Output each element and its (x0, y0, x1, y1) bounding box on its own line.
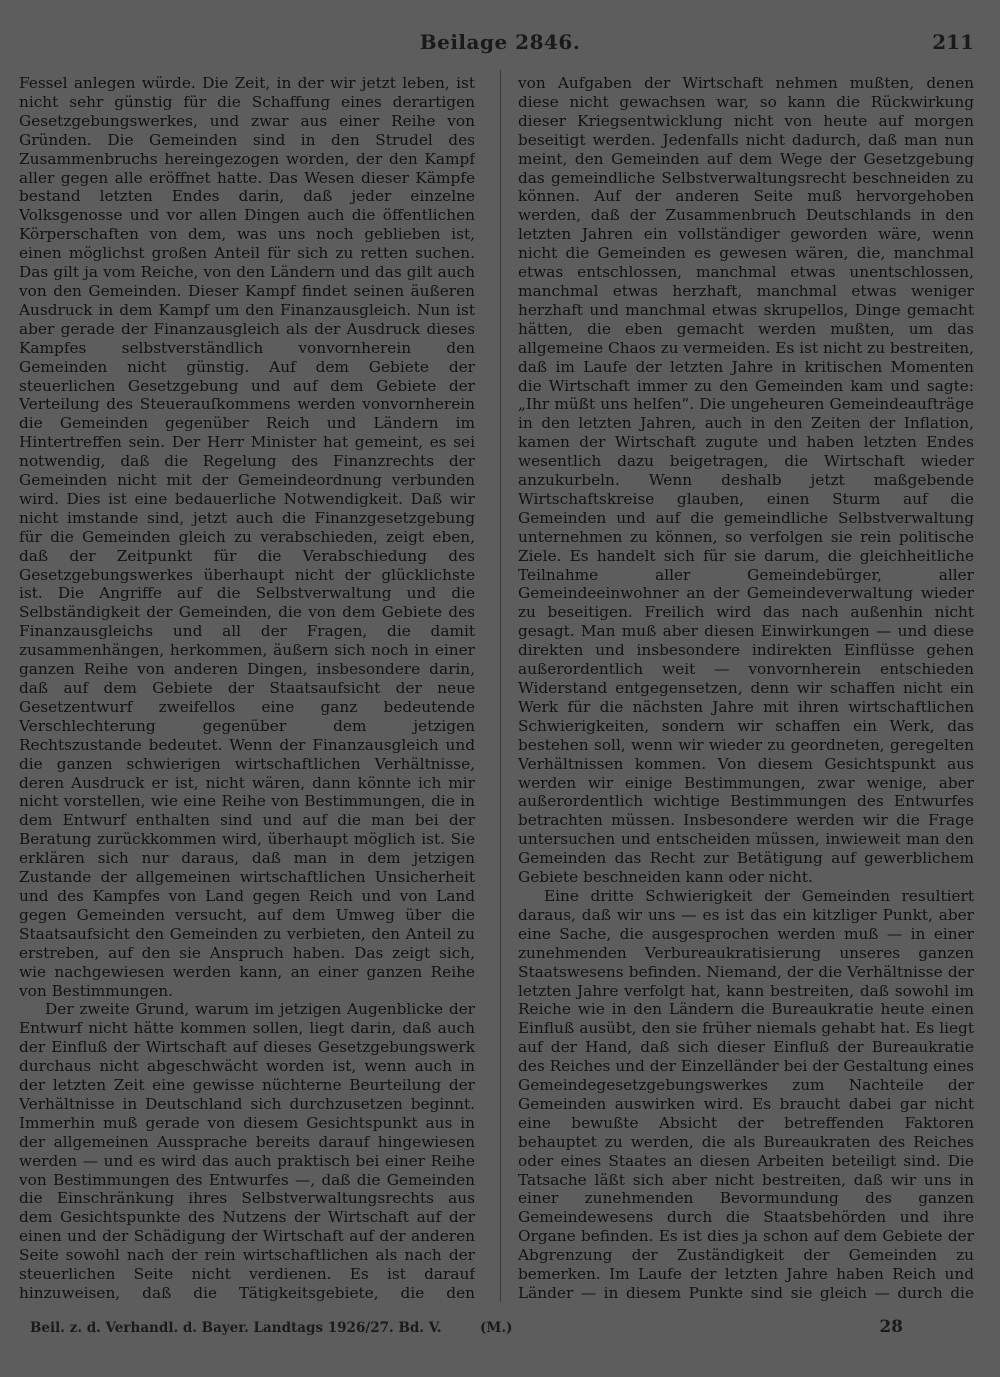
footer-mark: (M.) (480, 1320, 513, 1336)
right-paragraph-2: Eine dritte Schwierigkeit der Gemeinden resultiert daraus, daß wir uns — es ist das ein kitzliger Punkt, aber eine Sache, die ausgesprochen werden muß — in einer zunehmenden Verbureaukratisierung unseres ganzen Staatswesens befinden. Niemand, der die Verhältnisse der letzten Jahre verfolgt hat, kann bestreiten, daß sowohl im Reiche wie in den Ländern die Bureaukratie heute einen Einfluß ausübt, den sie früher niemals gehabt hat. Es liegt auf der Hand, daß sich dieser Einfluß der Bureaukratie des Reiches und der Einzelländer bei der Gestaltung eines Gemeindegesetzgebungswerkes zum Nachteile der Gemeinden auswirken wird. Es braucht dabei gar nicht eine bewußte Absicht der betreffenden Faktoren behauptet zu werden, die als Bureaukraten des Reiches oder eines Staates an diesen Arbeiten beteiligt sind. Die Tatsache läßt sich aber nicht bestreiten, daß wir uns in einer zunehmenden Bevormundung des ganzen Gemeindewesens durch die Staatsbehörden und ihre Organe befinden. Es ist dies ja schon auf dem Gebiete der Abgrenzung der Zuständigkeit der Gemeinden zu bemerken. Im Laufe der letzten Jahre haben Reich und Länder — in diesem Punkte sind sie gleich — durch die (518, 886, 974, 1302)
left-paragraph-1: Fessel anlegen würde. Die Zeit, in der wir jetzt leben, ist nicht sehr günstig für die Schaffung eines derartigen Gesetzgebungswerkes, und zwar aus einer Reihe von Gründen. Die Gemeinden sind in den Strudel des Zusammenbruchs hereingezogen worden, der den Kampf aller gegen alle eröffnet hatte. Das Wesen dieser Kämpfe bestand letzten Endes darin, daß jeder einzelne Volksgenosse und vor allen Dingen auch die öffentlichen Körperschaften von dem, was uns noch geblieben ist, einen möglichst großen Anteil für sich zu retten suchen. Das gilt ja vom Reiche, von den Ländern und das gilt auch von den Gemeinden. Dieser Kampf findet seinen äußeren Ausdruck in dem Kampf um den Finanzausgleich. Nun ist aber gerade der Finanzausgleich als der Ausdruck dieses Kampfes selbstverständlich vonvornherein den Gemeinden nicht günstig. Auf dem Gebiete der steuerlichen Gesetzgebung und auf dem Gebiete der Verteilung des Steuerauſkommens werden vonvornherein die Gemeinden gegenüber Reich und Ländern im Hintertreffen sein. Der Herr Minister hat gemeint, es sei notwendig, daß die Regelung des Finanzrechts der Gemeinden nicht mit der Gemeindeordnung verbunden wird. Dies ist eine bedauerliche Notwendigkeit. Daß wir nicht imstande sind, jetzt auch die Finanzgesetzgebung für die Gemeinden gleich zu verabschieden, zeigt eben, daß der Zeitpunkt für die Verabschiedung des Gesetzgebungswerkes überhaupt nicht der glücklichste ist. Die Angriffe auf die Selbstverwaltung und die Selbständigkeit der Gemeinden, die von dem Gebiete des Finanzausgleichs und all der Fragen, die damit zusammenhängen, herkommen, äußern sich noch in einer ganzen Reihe von anderen Dingen, insbesondere darin, daß auf dem Gebiete der Staatsaufsicht der neue Gesetzentwurf zweifellos eine ganz bedeutende Verschlechterung gegenüber dem jetzigen Rechtszustande bedeutet. Wenn der Finanzausgleich und die ganzen schwierigen wirtschaftlichen Verhältnisse, deren Ausdruck er ist, nicht wären, dann könnte ich mir nicht vorstellen, wie eine Reihe von Bestimmungen, die in dem Entwurf enthalten sind und auf die man bei der Beratung zurückkommen wird, überhaupt möglich ist. Sie erklären sich nur daraus, daß man in dem jetzigen Zustande der allgemeinen wirtschaftlichen Unsicherheit und des Kampfes von Land gegen Reich und von Land gegen Gemeinden versucht, auf dem Umweg über die Staatsaufsicht den Gemeinden zu verbieten, den Anteil zu erstreben, auf den sie Anspruch haben. Das zeigt sich, wie nachgewiesen werden kann, an einer ganzen Reihe von Bestimmungen. (19, 74, 475, 1000)
page-number: 211 (932, 30, 974, 54)
header-title: Beilage 2846. (419, 30, 581, 54)
footer-source: Beil. z. d. Verhandl. d. Bayer. Landtags 1926/27. Bd. V. (30, 1320, 442, 1336)
left-paragraph-2: Der zweite Grund, warum im jetzigen Augenblicke der Entwurf nicht hätte kommen sollen, liegt darin, daß auch der Einfluß der Wirtschaft auf dieses Gesetzgebungswerk durchaus nicht abgeschwächt worden ist, wenn auch in der letzten Zeit eine gewisse nüchterne Beurteilung der Verhältnisse in Deutschland sich durchzusetzen beginnt. Immerhin muß gerade von diesem Gesichtspunkt aus in der allgemeinen Aussprache bereits darauf hingewiesen werden — und es wird das auch praktisch bei einer Reihe von Bestimmungen des Entwurfes —, daß die Gemeinden die Einschränkung ihres Selbstverwaltungsrechts aus dem Gesichtspunkte des Nutzens der Wirtschaft auf der einen und der Schädigung der Wirtschaft auf der anderen Seite sowohl nach der rein wirtschaftlichen als nach der steuerlichen Seite nicht verdienen. Es ist darauf hinzuweisen, daß die Tätigkeitsgebiete, die den (19, 1000, 475, 1302)
left-column (19, 74, 475, 1302)
footer-sheet-number: 28 (879, 1317, 903, 1337)
right-column (518, 74, 974, 1302)
page-footer (0, 1317, 1000, 1342)
right-paragraph-1: von Aufgaben der Wirtschaft nehmen mußten, denen diese nicht gewachsen war, so kann die Rückwirkung dieser Kriegsentwicklung nicht von heute auf morgen beseitigt werden. Jedenfalls nicht dadurch, daß man nun meint, den Gemeinden auf dem Wege der Gesetzgebung das gemeindliche Selbstverwaltungsrecht beschneiden zu können. Auf der anderen Seite muß hervorgehoben werden, daß der Zusammenbruch Deutschlands in den letzten Jahren ein vollständiger geworden wäre, wenn nicht die Gemeinden es gewesen wären, die, manchmal etwas entschlossen, manchmal etwas unentschlossen, manchmal etwas herzhaft, manchmal etwas weniger herzhaft und manchmal etwas skrupellos, Dinge gemacht hätten, die eben gemacht werden mußten, um das allgemeine Chaos zu vermeiden. Es ist nicht zu bestreiten, daß im Laufe der letzten Jahre in kritischen Momenten die Wirtschaft immer zu den Gemeinden kam und sagte: „Ihr müßt uns helfen“. Die ungeheuren Gemeindeaufträge in den letzten Jahren, auch in den Zeiten der Inflation, kamen der Wirtschaft zugute und haben letzten Endes wesentlich dazu beigetragen, die Wirtschaft wieder anzukurbeln. Wenn deshalb jetzt maßgebende Wirtschaftskreise glauben, einen Sturm auf die Gemeinden und auf die gemeindliche Selbstverwaltung unternehmen zu können, so verfolgen sie rein politische Ziele. Es handelt sich für sie darum, die gleichheitliche Teilnahme aller Gemeindebürger, aller Gemeindeeinwohner an der Gemeindeverwaltung wieder zu beseitigen. Freilich wird das nach außenhin nicht gesagt. Man muß aber diesen Einwirkungen — und diese direkten und insbesondere indirekten Einflüsse gehen außerordentlich weit — vonvornherein entschieden Widerstand entgegensetzen, denn wir schaffen nicht ein Werk für die nächsten Jahre mit ihren wirtschaftlichen Schwierigkeiten, sondern wir schaffen ein Werk, das bestehen soll, wenn wir wieder zu geordneten, geregelten Verhältnissen kommen. Von diesem Gesichtspunkt aus werden wir einige Bestimmungen, zwar wenige, aber außerordentlich wichtige Bestimmungen des Entwurfes betrachten müssen. Insbesondere werden wir die Frage untersuchen und entscheiden müssen, inwieweit man den Gemeinden das Recht zur Betätigung auf gewerblichem Gebiete beschneiden kann oder nicht. (518, 74, 974, 887)
page-header (0, 30, 1000, 56)
column-divider (500, 70, 501, 1302)
